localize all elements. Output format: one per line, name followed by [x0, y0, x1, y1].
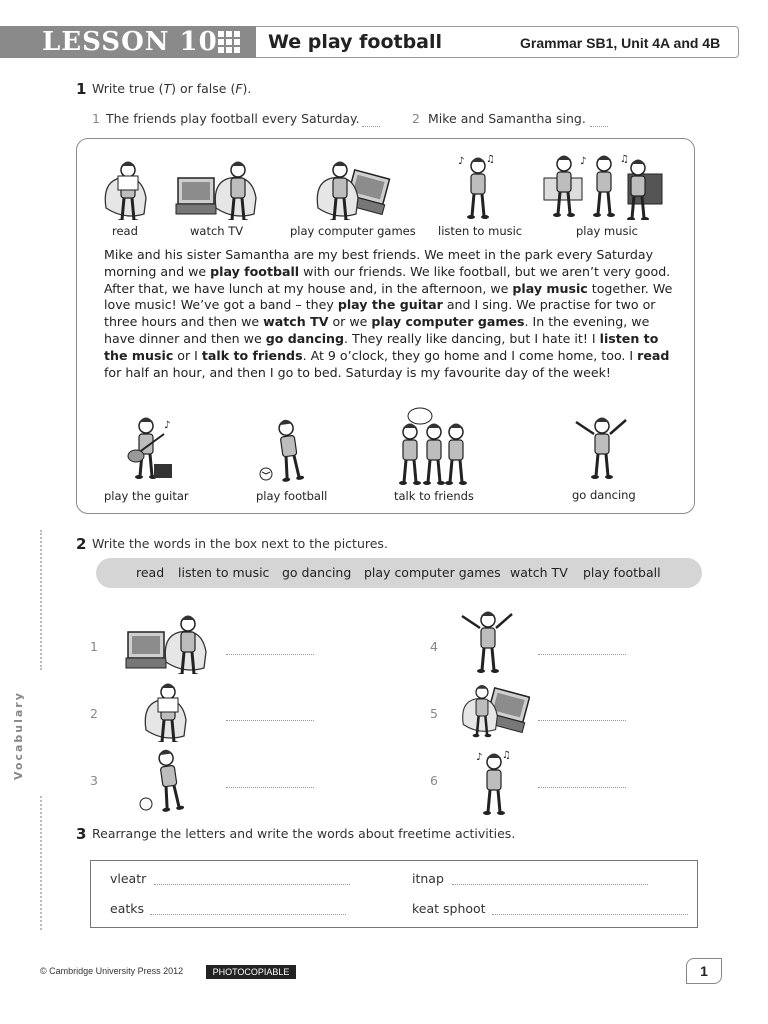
exercise-3-number: 3	[76, 825, 87, 843]
word-read: read	[136, 565, 165, 580]
talk-to-friends-illustration	[394, 406, 474, 486]
caption-talk-to-friends: talk to friends	[394, 489, 474, 503]
svg-text:♪: ♪	[580, 156, 587, 167]
svg-text:♪: ♪	[164, 420, 171, 431]
caption-listen-to-music: listen to music	[438, 224, 523, 238]
ex2-item-2-answer[interactable]	[226, 720, 314, 721]
ex3-item-1-answer[interactable]	[154, 884, 350, 885]
sidebar-dots-bottom	[40, 796, 44, 930]
copyright-text: © Cambridge University Press 2012	[40, 966, 184, 976]
ex2-item-6-number: 6	[430, 773, 438, 788]
caption-play-computer-games: play computer games	[290, 224, 416, 238]
ex2-item-2-number: 2	[90, 706, 98, 721]
caption-play-music: play music	[576, 224, 639, 238]
paragraph-text: . At 9 o’clock, they go home and I come home, too. I	[302, 347, 638, 363]
sidebar-dots-top	[40, 530, 44, 670]
ex1-item-1-number: 1	[92, 111, 100, 126]
word-play-computer-games: play computer games	[364, 565, 501, 580]
ex3-item-2-answer[interactable]	[452, 884, 648, 885]
ex2-item-1-picture	[122, 612, 214, 674]
exercise-1-instruction: Write true (T) or false (F).	[92, 81, 252, 96]
caption-play-the-guitar: play the guitar	[104, 489, 189, 503]
svg-text:♫: ♫	[502, 750, 511, 761]
sidebar-vocabulary-label: Vocabulary	[12, 691, 25, 780]
svg-text:♫: ♫	[620, 154, 629, 165]
caption-go-dancing: go dancing	[572, 488, 636, 502]
paragraph-text: together. We love music! We’ve got a band – they	[104, 280, 673, 313]
paragraph-text: and I sing. We practise for two or three hours and then we	[104, 297, 656, 330]
paragraph-activity-keyword: play computer games	[371, 314, 525, 330]
ex2-item-4-answer[interactable]	[538, 654, 626, 655]
svg-text:♫: ♫	[486, 154, 495, 165]
play-guitar-illustration	[118, 406, 180, 486]
paragraph-text: . In the evening, we have dinner and then we	[104, 314, 650, 346]
play-football-illustration	[256, 412, 324, 484]
computer-games-illustration	[314, 158, 394, 220]
paragraph-activity-keyword: listen to the music	[104, 330, 659, 363]
ex2-item-5-picture	[458, 682, 530, 738]
ex3-item-4-answer[interactable]	[492, 914, 688, 915]
caption-play-football: play football	[256, 489, 328, 503]
word-watch-tv: watch TV	[510, 565, 568, 580]
page-title: We play football	[268, 31, 443, 53]
reading-boy-illustration	[92, 158, 162, 220]
paragraph-text: for half an hour, and then I go to bed. Saturday is my favourite day of the week!	[104, 364, 611, 380]
ex3-item-3: eatks	[110, 901, 145, 916]
paragraph-activity-keyword: play music	[512, 280, 588, 296]
ex2-item-1-number: 1	[90, 639, 98, 654]
paragraph-text: . They really like dancing, but I hate it! I	[344, 330, 600, 346]
paragraph-text: or I	[173, 347, 202, 363]
caption-read: read	[112, 224, 138, 238]
svg-text:♪: ♪	[476, 752, 483, 763]
word-play-football: play football	[583, 565, 661, 580]
paragraph-activity-keyword: read	[637, 347, 670, 363]
ex3-item-4: keat sphoot	[412, 901, 486, 916]
ex1-item-1-answer[interactable]	[362, 126, 380, 127]
ex2-item-3-picture	[136, 748, 204, 812]
caption-watch-tv: watch TV	[190, 224, 244, 238]
ex2-item-4-picture	[456, 608, 518, 678]
paragraph-activity-keyword: play football	[210, 263, 300, 279]
exercise-2-number: 2	[76, 535, 87, 553]
exercise-1-number: 1	[76, 80, 87, 98]
ex2-item-2-picture	[132, 680, 202, 742]
ex2-item-3-answer[interactable]	[226, 787, 314, 788]
paragraph-activity-keyword: watch TV	[263, 314, 329, 330]
ex1-item-2-number: 2	[412, 111, 420, 126]
ex2-item-6-answer[interactable]	[538, 787, 626, 788]
paragraph-activity-keyword: play the guitar	[337, 297, 443, 313]
ex3-item-1: vleatr	[110, 871, 147, 886]
ex3-item-3-answer[interactable]	[150, 914, 346, 915]
exercise-2-instruction: Write the words in the box next to the pictures.	[92, 536, 388, 551]
grid-icon	[218, 31, 242, 53]
exercise-3-instruction: Rearrange the letters and write the words about freetime activities.	[92, 826, 516, 841]
ex1-item-2-answer[interactable]	[590, 126, 608, 127]
listen-music-illustration	[452, 152, 502, 220]
svg-text:♪: ♪	[458, 156, 465, 167]
ex2-item-3-number: 3	[90, 773, 98, 788]
paragraph-activity-keyword: go dancing	[265, 330, 344, 346]
ex1-item-2-text: Mike and Samantha sing.	[428, 111, 586, 126]
paragraph-text: Mike and his sister Samantha are my best friends. We meet in the park every Saturday morning and we	[104, 247, 654, 279]
go-dancing-illustration	[570, 412, 632, 484]
ex3-item-2: itnap	[412, 871, 444, 886]
paragraph-text: or we	[328, 314, 372, 330]
rearrange-box	[90, 860, 698, 928]
ex2-item-4-number: 4	[430, 639, 438, 654]
photocopiable-badge: PHOTOCOPIABLE	[206, 965, 296, 979]
ex1-item-1-text: The friends play football every Saturday.	[106, 111, 360, 126]
watch-tv-illustration	[172, 158, 264, 220]
paragraph-activity-keyword: talk to friends	[201, 347, 303, 363]
grammar-reference: Grammar SB1, Unit 4A and 4B	[520, 35, 721, 51]
ex2-item-5-answer[interactable]	[538, 720, 626, 721]
ex2-item-6-picture	[472, 748, 516, 818]
paragraph-text: with our friends. We like football, but we aren’t very good. After that, we have lunch at my house and, in the afternoon, we	[104, 263, 671, 296]
ex2-item-5-number: 5	[430, 706, 438, 721]
page-number: 1	[686, 958, 722, 984]
ex2-item-1-answer[interactable]	[226, 654, 314, 655]
lesson-number: LESSON 10	[42, 27, 218, 57]
word-go-dancing: go dancing	[282, 565, 352, 580]
play-music-illustration	[540, 152, 668, 220]
word-listen-to-music: listen to music	[178, 565, 270, 580]
reading-paragraph	[104, 247, 679, 381]
